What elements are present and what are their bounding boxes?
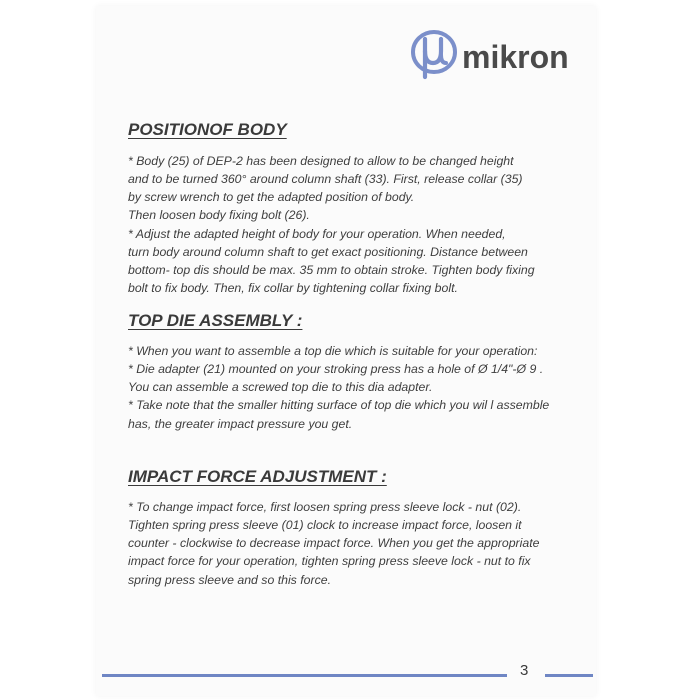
para-line: * Body (25) of DEP-2 has been designed to allow to be changed height bbox=[128, 153, 514, 168]
heading-impact-force-adjustment: IMPACT FORCE ADJUSTMENT : bbox=[128, 467, 387, 486]
para-line: * When you want to assemble a top die which is suitable for your operation: bbox=[128, 343, 538, 358]
section-top-die-assembly bbox=[128, 312, 584, 433]
heading-top-die-assembly: TOP DIE ASSEMBLY : bbox=[128, 311, 303, 330]
para-line: Tighten spring press sleeve (01) clock to increase impact force, loosen it bbox=[128, 517, 522, 532]
para-line: You can assemble a screwed top die to this dia adapter. bbox=[128, 380, 433, 395]
footer-divider-left bbox=[102, 674, 507, 677]
para-line: bottom- top dis should be max. 35 mm to obtain stroke. Tighten body fixing bbox=[128, 262, 535, 277]
page-number: 3 bbox=[520, 662, 529, 679]
para-line: has, the greater impact pressure you get. bbox=[128, 416, 353, 431]
para-line: counter - clockwise to decrease impact force. When you get the appropriate bbox=[128, 536, 540, 551]
heading-position-of-body: POSITIONOF BODY bbox=[128, 120, 287, 139]
section-position-of-body bbox=[128, 121, 584, 297]
para-line: and to be turned 360° around column shaft (33). First, release collar (35) bbox=[128, 171, 523, 186]
para-line: by screw wrench to get the adapted position of body. bbox=[128, 190, 415, 205]
footer-divider-right bbox=[545, 674, 593, 677]
para-line: * Die adapter (21) mounted on your stroking press has a hole of Ø 1/4"-Ø 9 . bbox=[128, 361, 544, 376]
para-line: * To change impact force, first loosen spring press sleeve lock - nut (02). bbox=[128, 499, 522, 514]
mu-logo-icon bbox=[408, 25, 460, 85]
logo-text: mikron bbox=[462, 39, 569, 75]
para-line: impact force for your operation, tighten spring press sleeve lock - nut to fix bbox=[128, 554, 531, 569]
para-line: Then loosen body fixing bolt (26). bbox=[128, 208, 310, 223]
section-impact-force-adjustment bbox=[128, 468, 584, 589]
para-line: spring press sleeve and so this force. bbox=[128, 572, 332, 587]
para-line: * Take note that the smaller hitting surface of top die which you wil l assemble bbox=[128, 398, 550, 413]
para-line: turn body around column shaft to get exact positioning. Distance between bbox=[128, 244, 528, 259]
mikron-logo bbox=[408, 25, 569, 85]
para-line: bolt to fix body. Then, fix collar by tightening collar fixing bolt. bbox=[128, 281, 458, 296]
para-line: * Adjust the adapted height of body for your operation. When needed, bbox=[128, 226, 506, 241]
